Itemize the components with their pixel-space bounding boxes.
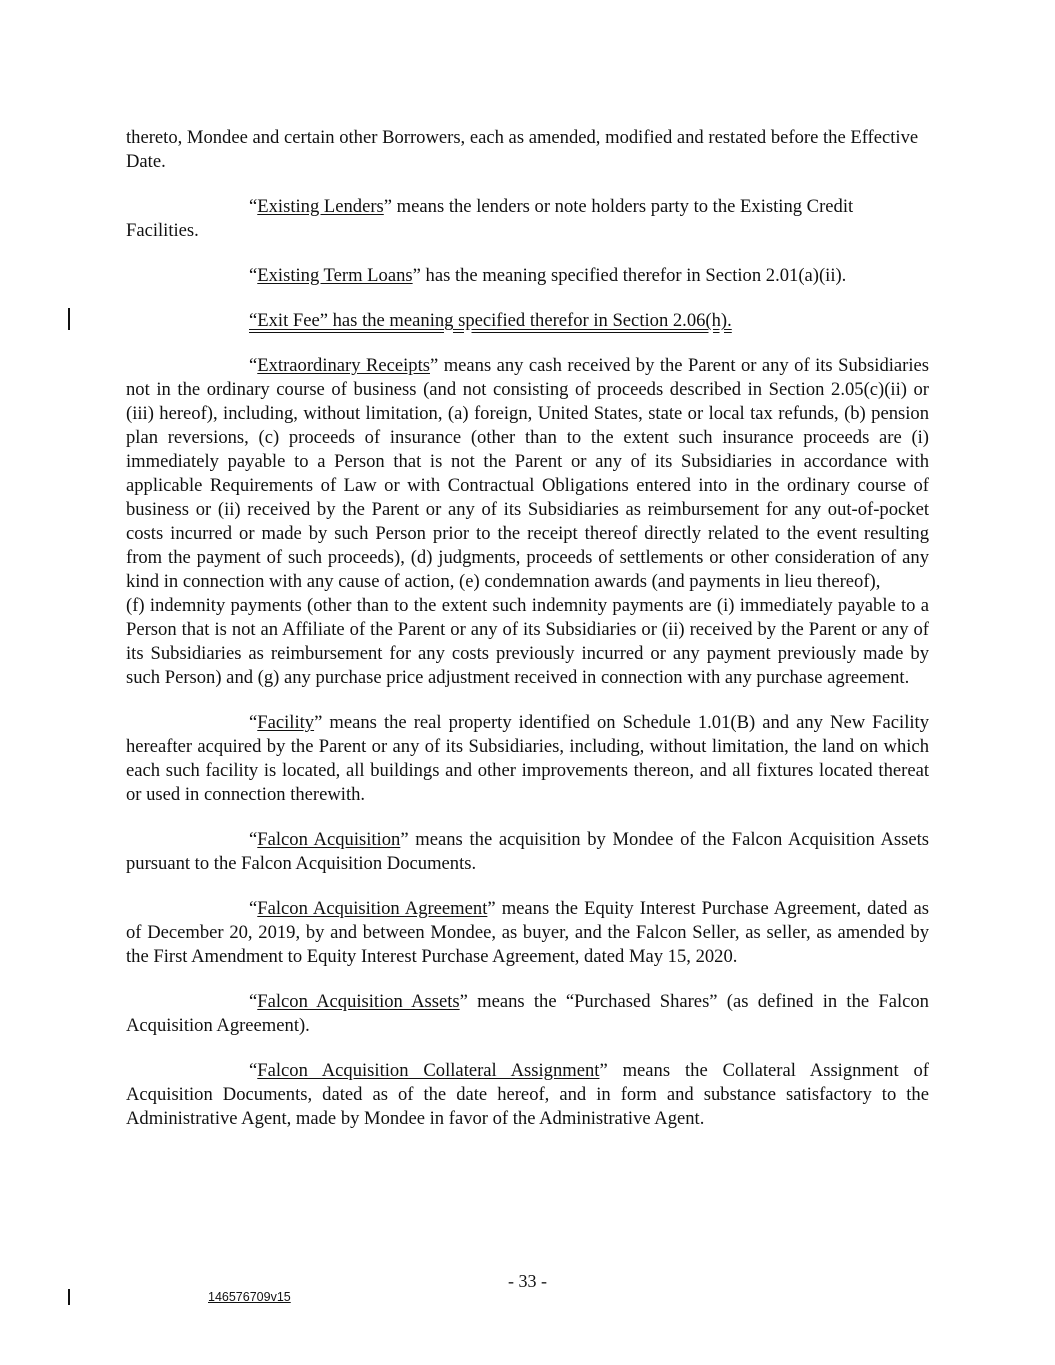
defined-term: Falcon Acquisition Collateral Assignment: [257, 1060, 600, 1081]
defined-term: Facility: [257, 712, 315, 733]
definition-continuation: [126, 126, 929, 174]
definition-extraordinary-receipts: “Extraordinary Receipts” means any cash received by the Parent or any of its Subsidiaries not in the ordinary course of business (and not consisting of proceeds described in Section 2.05(c)(ii) or (iii) hereof), including, without limitation, (a) foreign, United States, state or local tax refunds, (b) pension plan reversions, (c) proceeds of insurance (other than to the extent such insurance proceeds are (i) immediately payable to a Person that is not the Parent or any of its Subsidiaries in accordance with applicable Requirements of Law or with Contractual Obligations entered into in the ordinary course of business or (ii) received by the Parent or any of its Subsidiaries as reimbursement for any out-of-pocket costs incurred or made by such Person prior to the receipt thereof directly related to the event resulting from the payment of such proceeds), (d) judgments, proceeds of settlements or other consideration of any kind in connection with any cause of action, (e) condemnation awards (and payments in lieu thereof), (f) indemnity payments (other than to the extent such indemnity payments are (i) immediately payable to a Person that is not an Affiliate of the Parent or any of its Subsidiaries or (ii) received by the Parent or any of its Subsidiaries as reimbursement for any costs previously incurred or any payment previously made by such Person) and (g) any purchase price adjustment received in connection with any purchase agreement.: [126, 355, 930, 688]
definition-falcon-acquisition: “Falcon Acquisition” means the acquisition by Mondee of the Falcon Acquisition Assets pursuant to the Falcon Acquisition Documents.: [126, 829, 930, 874]
definition-falcon-acquisition-agreement: “Falcon Acquisition Agreement” means the Equity Interest Purchase Agreement, dated as of December 20, 2019, by and between Mondee, as buyer, and the Falcon Seller, as seller, as amended by the First Amendment to Equity Interest Purchase Agreement, dated May 15, 2020.: [126, 898, 929, 967]
defined-term: Extraordinary Receipts: [257, 355, 430, 376]
paragraph-continuation: (f) indemnity payments (other than to the extent such indemnity payments are (i) immediately payable to a Person that is not an Affiliate of the Parent or any of its Subsidiaries or (ii) received by the Parent or any of its Subsidiaries as reimbursement for any costs previously incurred or any payment previously made by such Person) and (g) any purchase price adjustment received in connection with any purchase agreement.: [126, 595, 929, 688]
definition-falcon-acquisition-assets: “Falcon Acquisition Assets” means the “Purchased Shares” (as defined in the Falcon Acquisition Agreement).: [126, 991, 929, 1036]
paragraph-text: thereto, Mondee and certain other Borrowers, each as amended, modified and restated before the Effective Date.: [126, 127, 919, 172]
definition-existing-lenders: “Existing Lenders” means the lenders or note holders party to the Existing Credit Facilities.: [126, 196, 854, 241]
definition-existing-term-loans: “Existing Term Loans” has the meaning specified therefor in Section 2.01(a)(ii).: [249, 265, 847, 286]
definition-exit-fee: [126, 309, 929, 333]
revision-change-bar: [68, 308, 70, 330]
defined-term: Falcon Acquisition Assets: [257, 991, 460, 1012]
document-page: [126, 126, 929, 1152]
definition-falcon-collateral-assignment: “Falcon Acquisition Collateral Assignment” means the Collateral Assignment of Acquisition Documents, dated as of the date hereof, and in form and substance satisfactory to the Administrative Agent, made by Mondee in favor of the Administrative Agent.: [126, 1060, 930, 1129]
defined-term: Existing Lenders: [257, 196, 384, 217]
defined-term: Falcon Acquisition: [257, 829, 401, 850]
page-number: - 33 -: [508, 1271, 547, 1291]
inserted-text: “Exit Fee” has the meaning specified therefor in Section 2.06(h).: [249, 310, 732, 331]
defined-term: Existing Term Loans: [257, 265, 413, 286]
definition-facility: “Facility” means the real property identified on Schedule 1.01(B) and any New Facility hereafter acquired by the Parent or any of its Subsidiaries, including, without limitation, the land on which each such facility is located, all buildings and other improvements thereon, and all fixtures located thereat or used in connection therewith.: [126, 712, 929, 805]
defined-term: Falcon Acquisition Agreement: [257, 898, 488, 919]
document-id: 146576709v15: [208, 1290, 291, 1304]
